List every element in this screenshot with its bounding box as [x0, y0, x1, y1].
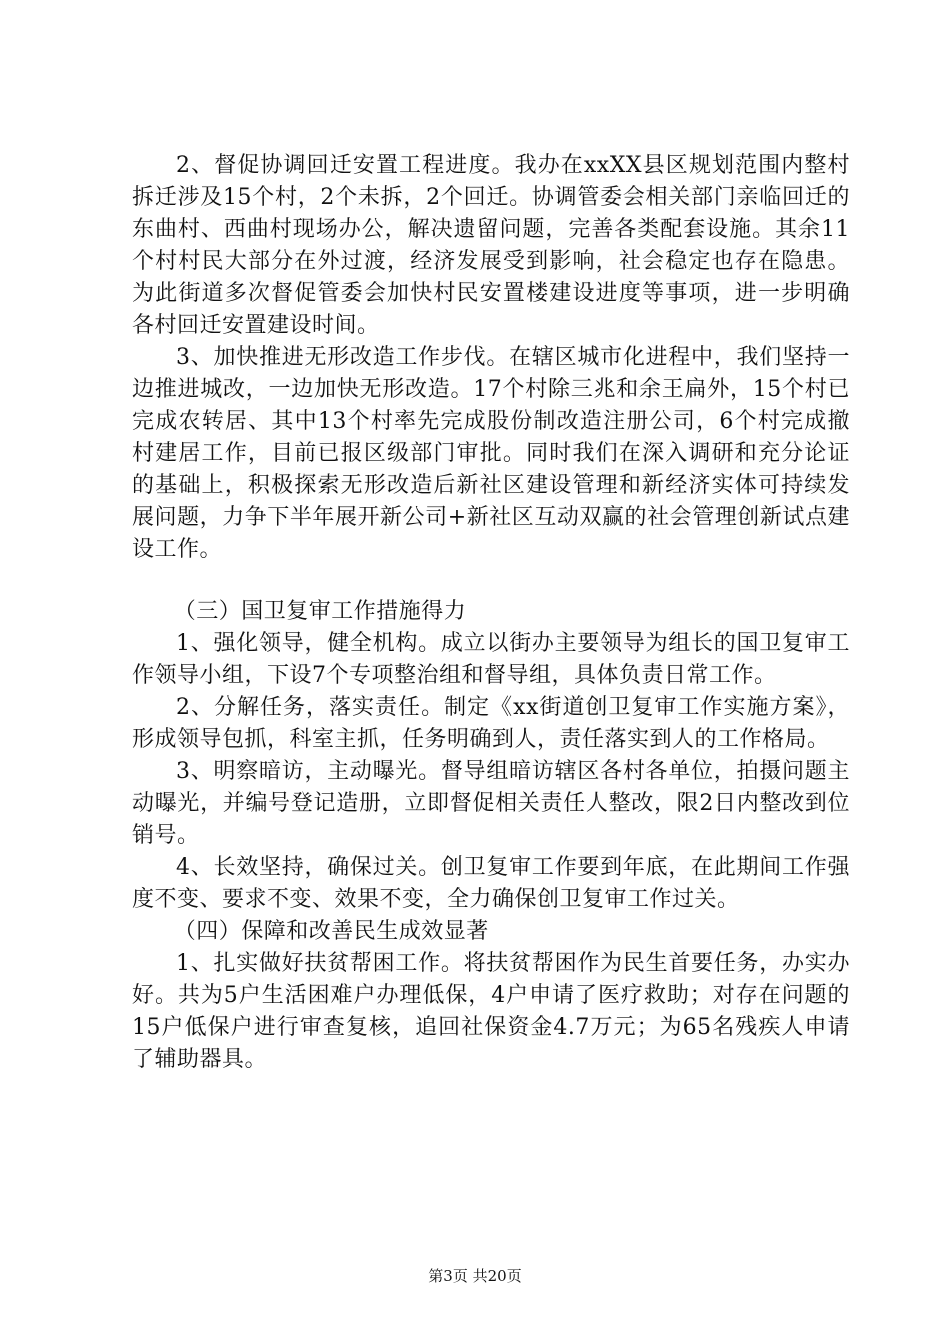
document-body: [132, 150, 850, 1076]
section-heading-livelihood: （四）保障和改善民生成效显著: [173, 919, 489, 944]
paragraph-resettlement-progress: 2、督促协调回迁安置工程进度。我办在xxXX县区规划范围内整村拆迁涉及15个村，2个未拆，2个回迁。协调管委会相关部门亲临回迁的东曲村、西曲村现场办公，解决遗留问题，完善各类配套设施。其余11个村村民大部分在外过渡，经济发展受到影响，社会稳定也存在隐患。为此街道多次督促管委会加快村民安置楼建设进度等事项，进一步明确各村回迁安置建设时间。: [132, 153, 850, 338]
paragraph-intangible-transformation: 3、加快推进无形改造工作步伐。在辖区城市化进程中，我们坚持一边推进城改，一边加快无形改造。17个村除三兆和余王扁外，15个村已完成农转居、其中13个村率先完成股份制改造注册公司，6个村完成撤村建居工作，目前已报区级部门审批。同时我们在深入调研和充分论证的基础上，积极探索无形改造后新社区建设管理和新经济实体可持续发展问题，力争下半年展开新公司+新社区互动双赢的社会管理创新试点建设工作。: [132, 345, 850, 562]
page-number-footer: 第3页 共20页: [428, 1267, 522, 1285]
paragraph-leadership: 1、强化领导，健全机构。成立以街办主要领导为组长的国卫复审工作领导小组，下设7个专项整治组和督导组，具体负责日常工作。: [132, 631, 850, 688]
paragraph-poverty-relief: 1、扎实做好扶贫帮困工作。将扶贫帮困作为民生首要任务，办实办好。共为5户生活困难户办理低保，4户申请了医疗救助；对存在问题的15户低保户进行审查复核，追回社保资金4.7万元；为65名残疾人申请了辅助器具。: [132, 951, 850, 1072]
paragraph-task-decomposition: 2、分解任务，落实责任。制定《xx街道创卫复审工作实施方案》，形成领导包抓，科室主抓，任务明确到人，责任落实到人的工作格局。: [132, 695, 850, 752]
paragraph-inspection: 3、明察暗访，主动曝光。督导组暗访辖区各村各单位，拍摄问题主动曝光，并编号登记造册，立即督促相关责任人整改，限2日内整改到位销号。: [132, 759, 850, 848]
paragraph-persistence: 4、长效坚持，确保过关。创卫复审工作要到年底，在此期间工作强度不变、要求不变、效果不变，全力确保创卫复审工作过关。: [132, 855, 850, 912]
section-heading-health-review: （三）国卫复审工作措施得力: [173, 599, 467, 624]
paragraph-gap: [132, 566, 850, 596]
